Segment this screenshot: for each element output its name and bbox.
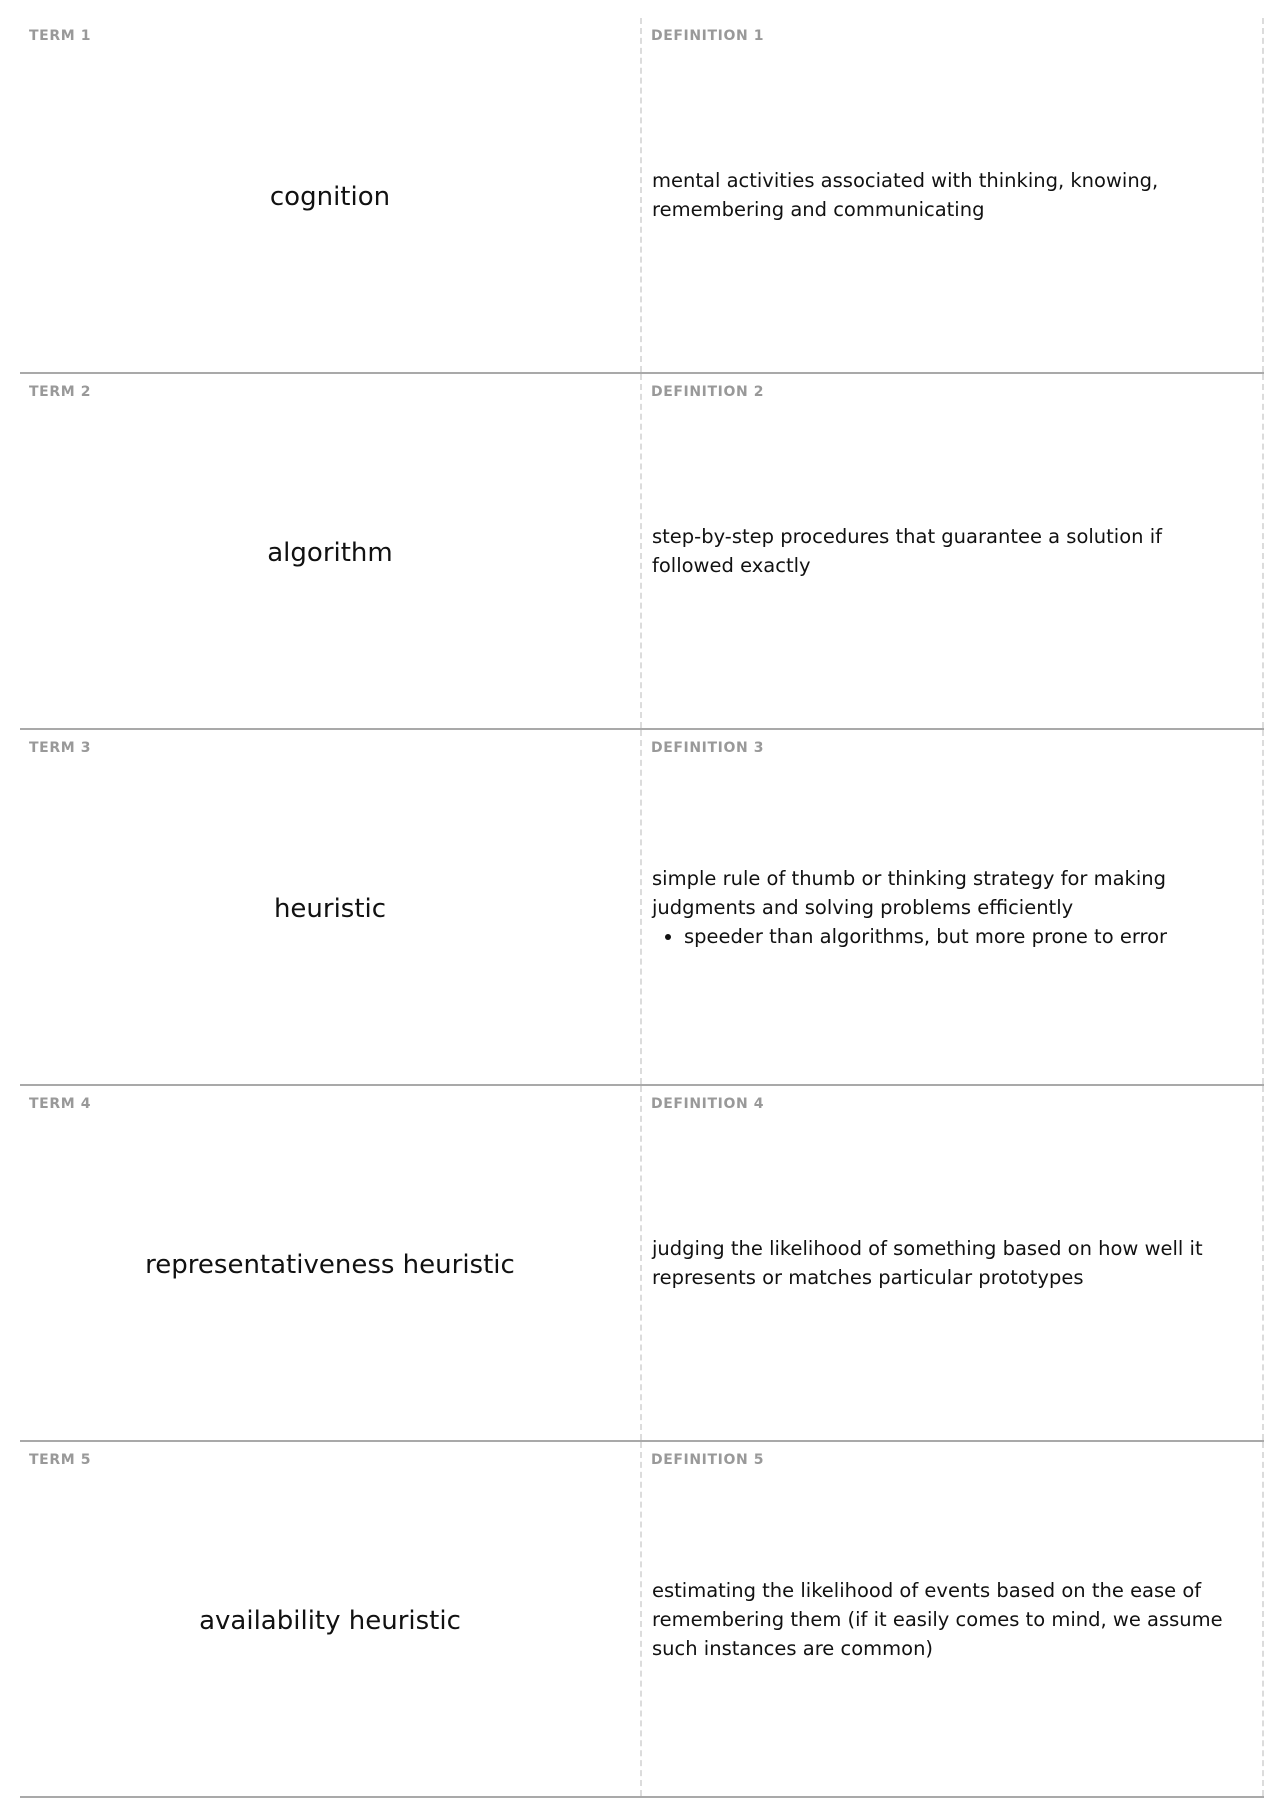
definition-cell-3 [642,730,1264,1084]
definition-body [652,1442,1250,1796]
definition-label: DEFINITION 2 [651,384,765,400]
card-row-5 [20,1442,1264,1798]
definition-bullet: • speeder than algorithms, but more prone to error [684,922,1250,951]
definition-text: mental activities associated with thinking, knowing, remembering and communicating [652,169,1159,221]
definition-text: estimating the likelihood of events based on the ease of remembering them (if it easily comes to mind, we assume such instances are common) [652,1578,1223,1660]
term-cell-1 [20,18,642,372]
definition-cell-4 [642,1086,1264,1440]
definition-body [652,18,1250,372]
card-row-3 [20,730,1264,1086]
term-label: TERM 2 [29,384,92,400]
term-text: representativeness heuristic [145,1250,515,1280]
term-text: algorithm [267,538,393,568]
card-row-1 [20,18,1264,374]
definition-body [652,730,1250,1084]
definition-text: simple rule of thumb or thinking strategy for making judgments and solving problems efficiently [652,866,1166,919]
term-label: TERM 4 [29,1096,92,1112]
card-row-2 [20,374,1264,730]
definition-label: DEFINITION 1 [651,28,765,44]
definition-cell-2 [642,374,1264,728]
definition-body [652,1086,1250,1440]
definition-cell-1 [642,18,1264,372]
term-label: TERM 5 [29,1452,92,1468]
term-cell-3 [20,730,642,1084]
definition-cell-5 [642,1442,1264,1796]
term-cell-5 [20,1442,642,1796]
term-text: heuristic [273,894,387,924]
definition-text: step-by-step procedures that guarantee a solution if followed exactly [652,525,1162,577]
term-cell-4 [20,1086,642,1440]
term-label: TERM 1 [29,28,92,44]
term-text: cognition [269,182,391,212]
definition-text: judging the likelihood of something based on how well it represents or matches particular prototypes [652,1237,1203,1289]
term-label: TERM 3 [29,740,92,756]
definition-body [652,374,1250,728]
flashcard-sheet [20,18,1264,1798]
term-cell-2 [20,374,642,728]
definition-label: DEFINITION 3 [651,740,765,756]
card-row-4 [20,1086,1264,1442]
definition-label: DEFINITION 5 [651,1452,765,1468]
term-text: availability heuristic [199,1606,461,1636]
definition-label: DEFINITION 4 [651,1096,765,1112]
definition-bullet-list [652,922,1250,951]
